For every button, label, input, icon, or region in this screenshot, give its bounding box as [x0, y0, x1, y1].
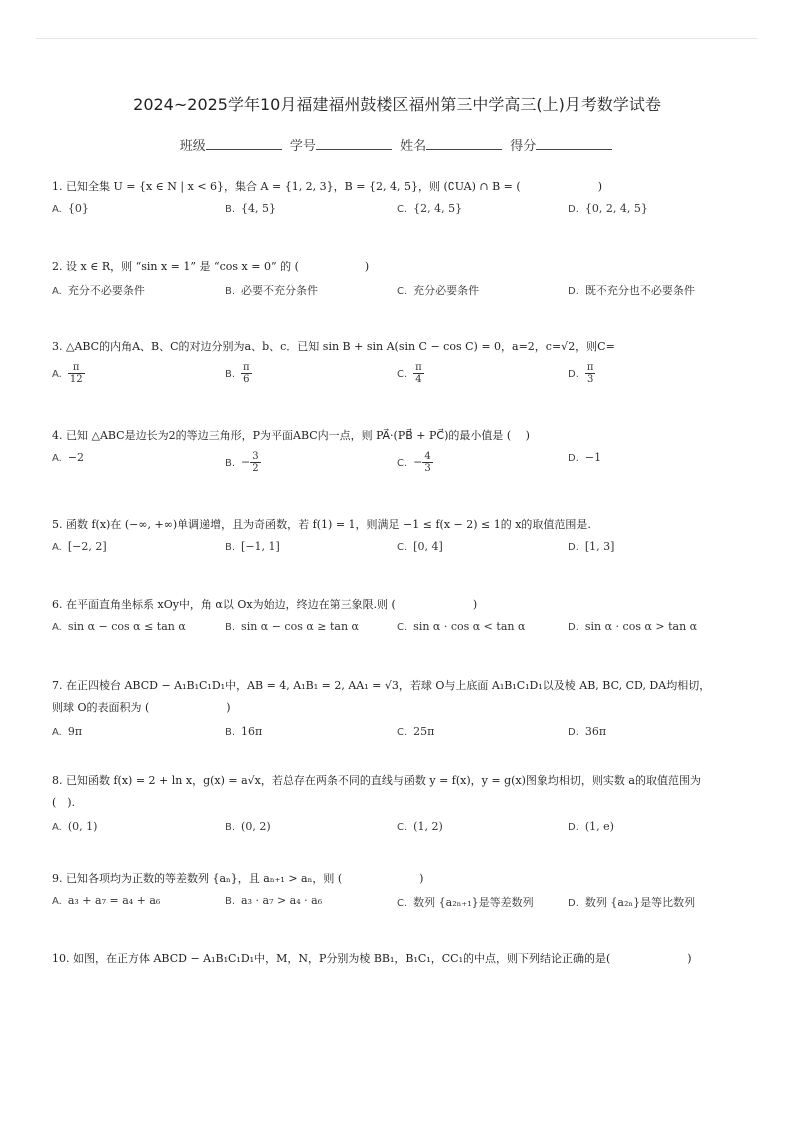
fraction: $\frac{4}{3}$: [424, 451, 431, 474]
top-divider: [36, 38, 758, 39]
option-d[interactable]: D. [1, 3]: [568, 540, 615, 553]
class-field: [180, 135, 284, 154]
option-row: [52, 820, 752, 842]
option-a[interactable]: A. {0}: [52, 202, 89, 215]
option-c[interactable]: C. 数列 {a₂ₙ₊₁}是等差数列: [397, 896, 534, 909]
option-d[interactable]: D. sin α · cos α > tan α: [568, 620, 698, 633]
question-stem: 4. 已知 △ABC是边长为2的等边三角形，P为平面ABC内一点，则 PA⃗·(PB⃗ + PC⃗)的最小值是 ( ): [52, 429, 530, 442]
option-a[interactable]: A. 充分不必要条件: [52, 284, 145, 297]
fraction: $\frac{\pi}{4}$: [415, 362, 422, 385]
question-stem: 3. △ABC的内角A、B、C的对边分别为a、b、c．已知 sin B + sin A(sin C − cos C) = 0，a=2，c=√2，则C=: [52, 340, 615, 353]
option-b[interactable]: B. (0, 2): [225, 820, 271, 833]
question-stem: 7. 在正四棱台 ABCD − A₁B₁C₁D₁中，AB = 4, A₁B₁ = 2, AA₁ = √3，若球 O与上底面 A₁B₁C₁D₁以及棱 AB, BC, CD, DA均相切，则球 O的表面积为 ( ): [52, 679, 711, 714]
question-stem: 9. 已知各项均为正数的等差数列 {aₙ}，且 aₙ₊₁ > aₙ，则 ( ): [52, 872, 424, 885]
option-a[interactable]: A. (0, 1): [52, 820, 98, 833]
option-b[interactable]: B. {4, 5}: [225, 202, 277, 215]
question-stem: 5. 函数 f(x)在 (−∞, +∞)单调递增，且为奇函数，若 f(1) = 1，则满足 −1 ≤ f(x − 2) ≤ 1的 x的取值范围是.: [52, 518, 591, 531]
score-blank[interactable]: [536, 137, 612, 150]
option-c[interactable]: C. 25π: [397, 725, 435, 738]
question-stem: 10. 如图，在正方体 ABCD − A₁B₁C₁D₁中，M，N，P分别为棱 BB₁，B₁C₁，CC₁的中点，则下列结论正确的是( ): [52, 952, 692, 965]
option-c[interactable]: C. 充分必要条件: [397, 284, 480, 297]
option-a[interactable]: A. sin α − cos α ≤ tan α: [52, 620, 186, 633]
option-row: [52, 620, 752, 642]
option-c[interactable]: C. (1, 2): [397, 820, 443, 833]
student-info-row: [0, 135, 794, 154]
option-c[interactable]: C. − $\frac{4}{3}$: [397, 451, 431, 474]
question-7: [52, 675, 752, 747]
option-row: [52, 540, 752, 562]
option-b[interactable]: B. 16π: [225, 725, 263, 738]
name-label: 姓名: [400, 139, 427, 154]
option-c[interactable]: C. sin α · cos α < tan α: [397, 620, 526, 633]
question-10: [52, 948, 752, 970]
option-c[interactable]: C. $\frac{\pi}{4}$: [397, 362, 422, 385]
question-4: [52, 425, 752, 481]
class-label: 班级: [179, 139, 206, 154]
score-field: [510, 135, 614, 154]
option-row: [52, 894, 752, 916]
option-row: [52, 202, 752, 224]
option-c[interactable]: C. [0, 4]: [397, 540, 443, 553]
question-2: [52, 256, 752, 304]
page-title: 2024~2025学年10月福建福州鼓楼区福州第三中学高三(上)月考数学试卷: [133, 95, 661, 114]
score-label: 得分: [510, 139, 537, 154]
fraction: $\frac{\pi}{6}$: [243, 362, 250, 385]
option-d[interactable]: D. {0, 2, 4, 5}: [568, 202, 648, 215]
fraction: $\frac{3}{2}$: [252, 451, 259, 474]
student-id-field: [290, 135, 394, 154]
question-stem: 1. 已知全集 U = {x ∈ N | x < 6}，集合 A = {1, 2, 3}，B = {2, 4, 5}，则 (∁UA) ∩ B = ( ): [52, 180, 602, 193]
option-a[interactable]: A. −2: [52, 451, 85, 464]
student-id-blank[interactable]: [316, 137, 392, 150]
option-d[interactable]: D. 36π: [568, 725, 607, 738]
option-b[interactable]: B. − $\frac{3}{2}$: [225, 451, 259, 474]
option-row: [52, 451, 752, 481]
option-row: [52, 362, 752, 392]
option-c[interactable]: C. {2, 4, 5}: [397, 202, 463, 215]
question-5: [52, 514, 752, 562]
option-b[interactable]: B. sin α − cos α ≥ tan α: [225, 620, 359, 633]
name-field: [400, 135, 504, 154]
class-blank[interactable]: [206, 137, 282, 150]
option-b[interactable]: B. a₃ · a₇ > a₄ · a₆: [225, 894, 323, 907]
student-id-label: 学号: [289, 139, 316, 154]
option-a[interactable]: A. $\frac{\pi}{12}$: [52, 362, 83, 385]
question-stem: 2. 设 x ∈ R，则 “sin x = 1” 是 “cos x = 0” 的 ( ): [52, 260, 370, 273]
option-d[interactable]: D. 数列 {a₂ₙ}是等比数列: [568, 896, 696, 909]
option-a[interactable]: A. [−2, 2]: [52, 540, 107, 553]
option-d[interactable]: D. $\frac{\pi}{3}$: [568, 362, 594, 385]
option-d[interactable]: D. −1: [568, 451, 602, 464]
fraction: $\frac{\pi}{3}$: [586, 362, 594, 385]
question-6: [52, 594, 752, 642]
option-row: [52, 282, 752, 304]
option-d[interactable]: D. 既不充分也不必要条件: [568, 284, 695, 297]
question-9: [52, 868, 752, 916]
option-b[interactable]: B. 必要不充分条件: [225, 284, 319, 297]
question-8: [52, 770, 752, 842]
option-b[interactable]: B. [−1, 1]: [225, 540, 280, 553]
option-a[interactable]: A. 9π: [52, 725, 83, 738]
option-row: [52, 725, 752, 747]
question-stem: 8. 已知函数 f(x) = 2 + ln x，g(x) = a√x，若总存在两条不同的直线与函数 y = f(x)，y = g(x)图象均相切，则实数 a的取值范围为 ( ).: [52, 774, 701, 809]
option-b[interactable]: B. $\frac{\pi}{6}$: [225, 362, 250, 385]
option-d[interactable]: D. (1, e): [568, 820, 614, 833]
option-a[interactable]: A. a₃ + a₇ = a₄ + a₆: [52, 894, 161, 907]
question-1: [52, 176, 752, 224]
fraction: $\frac{\pi}{12}$: [69, 362, 83, 385]
name-blank[interactable]: [426, 137, 502, 150]
question-3: [52, 336, 752, 392]
question-stem: 6. 在平面直角坐标系 xOy中，角 α以 Ox为始边，终边在第三象限.则 ( ): [52, 598, 478, 611]
